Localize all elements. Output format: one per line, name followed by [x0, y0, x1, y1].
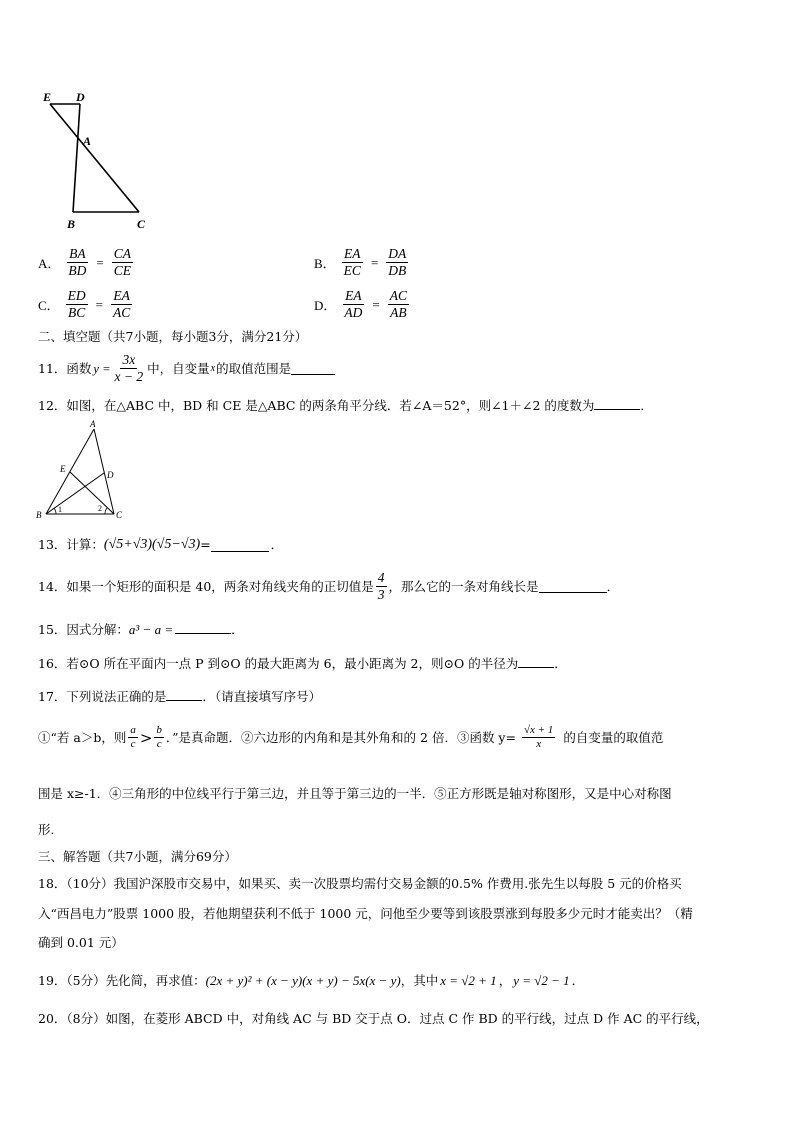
- frac-den: DB: [388, 263, 407, 278]
- q12-end: ．: [640, 398, 653, 413]
- option-d-right-frac: [388, 288, 409, 321]
- q17-line1-end: ．（请直接填写序号）: [202, 689, 322, 704]
- frac-num: AC: [389, 288, 407, 303]
- frac-num: a: [130, 724, 136, 736]
- option-d-label: D．: [314, 298, 337, 313]
- q14-end: ．: [606, 578, 620, 594]
- equals-sign: =: [370, 254, 379, 270]
- segment-bd: [46, 473, 104, 514]
- q15-end: ．: [231, 622, 244, 637]
- frac-num: ED: [67, 288, 86, 303]
- option-a-right-frac: [112, 246, 133, 279]
- q11-prefix: 11．函数: [38, 360, 92, 376]
- figure-triangle-abc-bisectors: [30, 418, 130, 524]
- question-18-line3: 确到 0.01 元）: [38, 935, 124, 950]
- q15-expr: a³ − a =: [128, 622, 174, 637]
- frac-num: EA: [113, 288, 130, 303]
- question-18-line1: 18．（10分）我国沪深股市交易中，如果买、卖一次股票均需付交易金额的0.5% 作费用.张先生以每股 5 元的价格买: [38, 876, 682, 891]
- label-c: C: [137, 217, 146, 231]
- equals-sign: =: [96, 254, 104, 270]
- label-c: C: [116, 510, 123, 520]
- q17-s3-end: 的自变量的取值范: [563, 729, 664, 745]
- frac-num: b: [156, 724, 162, 736]
- angle-1-arc: [54, 508, 56, 514]
- frac-num: √x + 1: [523, 724, 554, 736]
- q14-prefix: 14．如果一个矩形的面积是 40，两条对角线夹角的正切值是: [38, 578, 374, 594]
- figure-triangles-eabdc: [38, 86, 158, 236]
- frac-den: x − 2: [114, 369, 144, 384]
- q19-x-value: x = √2 + 1: [440, 973, 497, 988]
- q13-expr2: (√5−√3): [152, 537, 201, 552]
- frac-num: EA: [344, 246, 361, 261]
- segment-db: [73, 104, 80, 212]
- label-a: A: [83, 134, 92, 148]
- section-2-title: 二、填空题（共7小题，每小题3分，满分21分）: [38, 329, 308, 344]
- q17-frac-a-c: [128, 724, 138, 751]
- frac-den: EC: [343, 263, 361, 278]
- segment-ab: [46, 429, 94, 514]
- question-17-line4: 形．: [38, 822, 64, 837]
- frac-num: 4: [377, 570, 385, 585]
- frac-den: CE: [113, 263, 131, 278]
- label-b: B: [67, 217, 76, 231]
- q13-answer-blank[interactable]: [211, 539, 269, 552]
- q16-end: ．: [554, 656, 567, 671]
- q11-answer-blank[interactable]: [291, 362, 335, 375]
- q13-prefix: 13．计算：: [38, 537, 104, 552]
- question-12: [38, 397, 653, 414]
- frac-den: BC: [68, 305, 86, 320]
- q11-suffix: 的取值范围是: [216, 360, 292, 376]
- q13-eq: =: [200, 537, 211, 552]
- equals-sign: =: [95, 296, 104, 312]
- question-18-line2: 入“西昌电力”股票 1000 股，若他期望获利不低于 1000 元，问他至少要等到该股票涨到每股多少元时才能卖出？（精: [38, 906, 693, 921]
- question-13: [38, 537, 283, 553]
- option-a[interactable]: [38, 246, 135, 279]
- option-a-left-frac: [66, 246, 88, 279]
- option-b-label: B．: [314, 256, 336, 271]
- frac-den: AC: [113, 305, 131, 320]
- question-17-line2: [38, 724, 663, 751]
- q15-answer-blank[interactable]: [175, 621, 231, 634]
- label-d: D: [76, 90, 85, 104]
- q17-line1: 17．下列说法正确的是: [38, 689, 167, 704]
- frac-num: 3x: [122, 352, 136, 367]
- label-e: E: [60, 464, 66, 474]
- q14-fraction: [376, 570, 387, 603]
- q17-frac-sqrt: [522, 724, 555, 751]
- question-11: [38, 352, 335, 385]
- question-14: [38, 570, 619, 603]
- q19-end: ．: [571, 973, 585, 988]
- q19-y-value: y = √2 − 1: [513, 973, 570, 988]
- option-c[interactable]: [38, 288, 134, 321]
- question-15: [38, 621, 244, 638]
- q17-s1-a: ①“若 a＞b，则: [38, 729, 127, 745]
- label-d: D: [107, 470, 114, 480]
- q15-prefix: 15．因式分解：: [38, 622, 129, 637]
- label-e: E: [43, 90, 52, 104]
- option-b-left-frac: [342, 246, 363, 279]
- frac-den: c: [130, 738, 136, 750]
- question-17-line3: 围是 x≥-1．④三角形的中位线平行于第三边，并且等于第三边的一半．⑤正方形既是轴对称图形，又是中心对称图: [38, 786, 672, 801]
- equals-sign: =: [372, 296, 380, 312]
- q13-end: ．: [270, 537, 284, 552]
- option-c-label: C．: [38, 298, 60, 313]
- q11-fraction: [113, 352, 146, 385]
- q11-y-eq: y =: [93, 361, 111, 376]
- q19-prefix: 19．（5分）先化简，再求值：: [38, 973, 206, 988]
- frac-den: 3: [377, 587, 385, 602]
- q12-text: 12．如图，在△ABC 中，BD 和 CE 是△ABC 的两条角平分线．若∠A＝52°，则∠1＋∠2 的度数为: [38, 398, 595, 413]
- question-20-line1: 20．（8分）如图，在菱形 ABCD 中，对角线 AC 与 BD 交于点 O．过点 C 作 BD 的平行线，过点 D 作 AC 的平行线，: [38, 1011, 709, 1026]
- frac-den: AB: [390, 305, 407, 320]
- label-a: A: [90, 419, 96, 429]
- q19-expr: (2x + y)² + (x − y)(x + y) − 5x(x − y): [205, 973, 401, 988]
- segment-ec: [50, 104, 139, 212]
- frac-den: BD: [68, 263, 87, 278]
- option-d[interactable]: [314, 288, 411, 321]
- option-b[interactable]: [314, 246, 410, 279]
- label-b: B: [36, 510, 42, 520]
- q17-answer-blank[interactable]: [166, 688, 202, 701]
- q19-sep: ，: [498, 973, 512, 988]
- frac-den: x: [536, 738, 542, 750]
- q17-gt: >: [139, 728, 153, 747]
- question-19: [38, 973, 584, 989]
- q16-text: 16．若⊙O 所在平面内一点 P 到⊙O 的最大距离为 6，最小距离为 2，则⊙O 的半径为: [38, 656, 519, 671]
- frac-den: AD: [344, 305, 363, 320]
- label-angle-1: 1: [58, 505, 62, 514]
- option-c-right-frac: [111, 288, 132, 321]
- angle-2-arc: [105, 508, 107, 514]
- q19-mid: ，其中: [400, 973, 439, 988]
- q12-answer-blank[interactable]: [594, 397, 640, 410]
- section-3-title: 三、解答题（共7小题，满分69分）: [38, 849, 237, 864]
- question-16: [38, 655, 567, 672]
- option-c-left-frac: [66, 288, 88, 321]
- q11-var: x: [210, 362, 216, 374]
- q17-s1-b: ．”是真命题．②六边形的内角和是其外角和的 2 倍．③函数 y=: [165, 729, 516, 745]
- frac-num: DA: [388, 246, 407, 261]
- question-17-line1: [38, 688, 321, 705]
- frac-num: BA: [69, 246, 86, 261]
- label-angle-2: 2: [98, 504, 102, 513]
- frac-num: CA: [113, 246, 131, 261]
- q13-expr1: (√5+√3): [103, 537, 153, 552]
- option-d-left-frac: [342, 288, 364, 321]
- q14-answer-blank[interactable]: [539, 580, 607, 593]
- q16-answer-blank[interactable]: [518, 655, 554, 668]
- q11-mid: 中，自变量: [147, 360, 210, 376]
- option-b-right-frac: [386, 246, 408, 279]
- q17-frac-b-c: [154, 724, 164, 751]
- q14-suffix: ，那么它的一条对角线长是: [388, 578, 539, 594]
- frac-den: c: [156, 738, 162, 750]
- option-a-label: A．: [38, 256, 61, 271]
- frac-num: EA: [345, 288, 362, 303]
